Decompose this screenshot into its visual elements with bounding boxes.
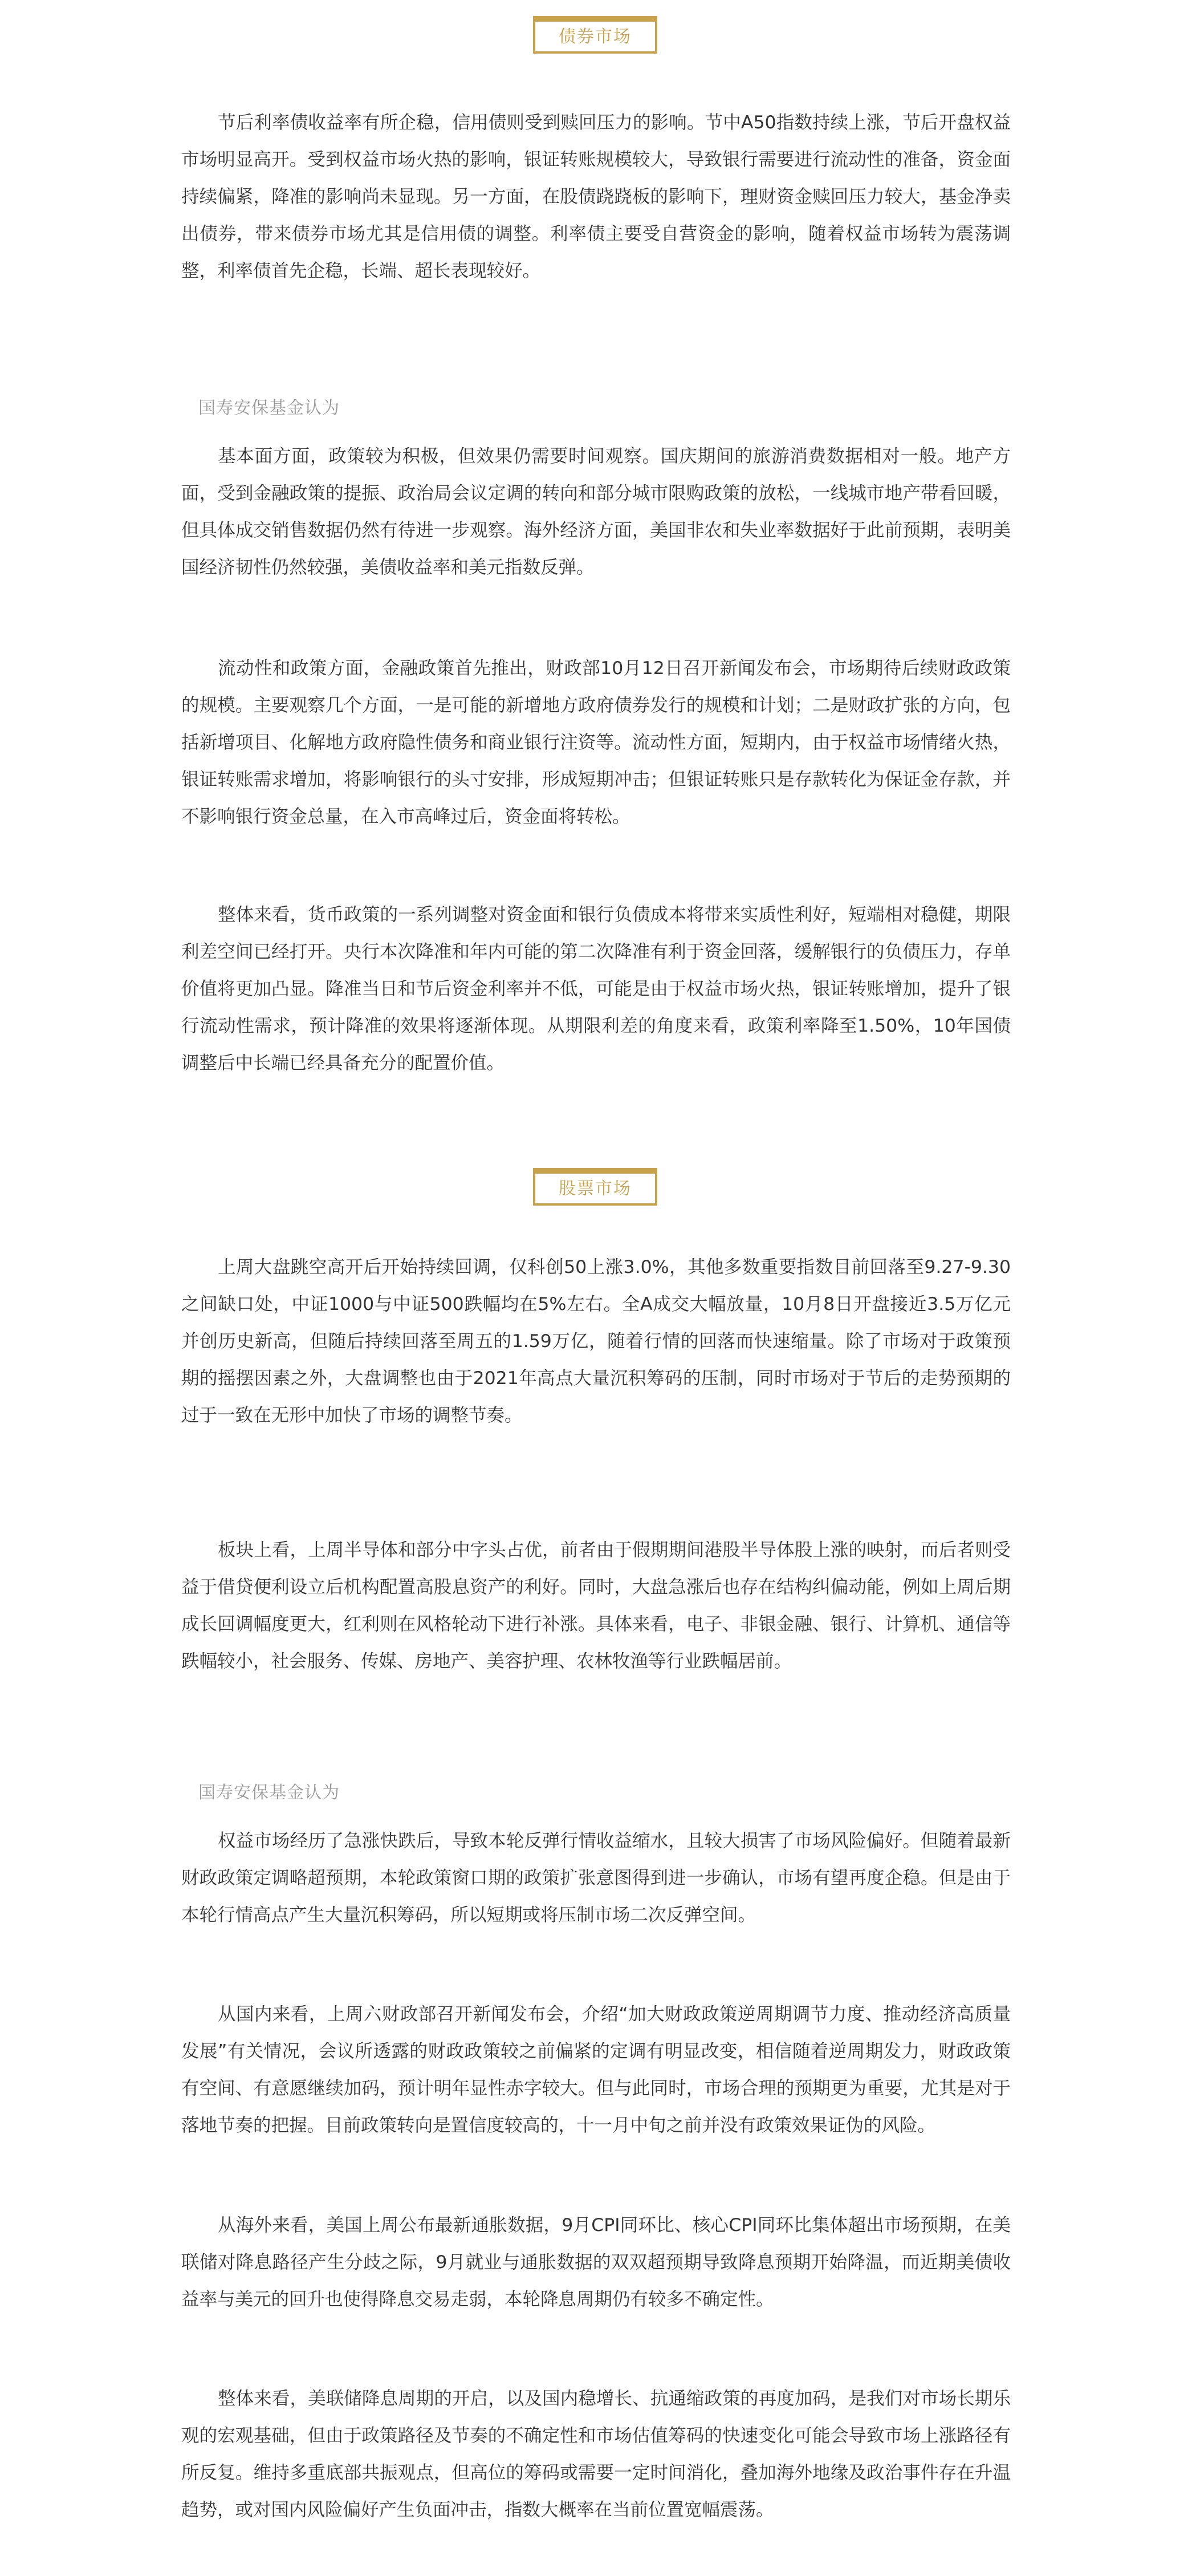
bond-view-subhead: 国寿安保基金认为 xyxy=(198,398,340,418)
stock-view-subhead: 国寿安保基金认为 xyxy=(198,1783,340,1803)
stock-sector-paragraph: 板块上看，上周半导体和部分中字头占优，前者由于假期期间港股半导体股上涨的映射，而后者则受益于借贷便利设立后机构配置高股息资产的利好。同时，大盘急涨后也存在结构纠偏动能，例如上周后期成长回调幅度更大，红利则在风格轮动下进行补涨。具体来看，电子、非银金融、银行、计算机、通信等跌幅较小，社会服务、传媒、房地产、美容护理、农林牧渔等行业跌幅居前。 xyxy=(181,1540,1011,1672)
badge-bar xyxy=(533,1168,657,1174)
stock-intro-paragraph: 上周大盘跳空高开后开始持续回调，仅科创50上涨3.0%，其他多数重要指数目前回落至9.27-9.30之间缺口处，中证1000与中证500跌幅均在5%左右。全A成交大幅放量，10月8日开盘接近3.5万亿元并创历史新高，但随后持续回落至周五的1.59万亿，随着行情的回落而快速缩量。除了市场对于政策预期的摇摆因素之外，大盘调整也由于2021年高点大量沉积筹码的压制，同时市场对于节后的走势预期的过于一致在无形中加快了市场的调整节奏。 xyxy=(181,1257,1011,1426)
bond-fundamentals-paragraph: 基本面方面，政策较为积极，但效果仍需要时间观察。国庆期间的旅游消费数据相对一般。地产方面，受到金融政策的提振、政治局会议定调的转向和部分城市限购政策的放松，一线城市地产带看回暖，但具体成交销售数据仍然有待进一步观察。海外经济方面，美国非农和失业率数据好于此前预期，表明美国经济韧性仍然较强，美债收益率和美元指数反弹。 xyxy=(181,446,1011,578)
section-title-bond: 债券市场 xyxy=(559,27,632,47)
bond-intro-paragraph: 节后利率债收益率有所企稳，信用债则受到赎回压力的影响。节中A50指数持续上涨，节后开盘权益市场明显高开。受到权益市场火热的影响，银证转账规模较大，导致银行需要进行流动性的准备，资金面持续偏紧，降准的影响尚未显现。另一方面，在股债跷跷板的影响下，理财资金赎回压力较大，基金净卖出债券，带来债券市场尤其是信用债的调整。利率债主要受自营资金的影响，随着权益市场转为震荡调整，利率债首先企稳，长端、超长表现较好。 xyxy=(181,112,1011,281)
bond-liquidity-paragraph: 流动性和政策方面，金融政策首先推出，财政部10月12日召开新闻发布会，市场期待后续财政政策的规模。主要观察几个方面，一是可能的新增地方政府债券发行的规模和计划；二是财政扩张的方向，包括新增项目、化解地方政府隐性债务和商业银行注资等。流动性方面，短期内，由于权益市场情绪火热，银证转账需求增加，将影响银行的头寸安排，形成短期冲击；但银证转账只是存款转化为保证金存款，并不影响银行资金总量，在入市高峰过后，资金面将转松。 xyxy=(181,658,1011,827)
stock-summary-paragraph: 整体来看，美联储降息周期的开启，以及国内稳增长、抗通缩政策的再度加码，是我们对市场长期乐观的宏观基础，但由于政策路径及节奏的不确定性和市场估值筹码的快速变化可能会导致市场上涨路径有所反复。维持多重底部共振观点，但高位的筹码或需要一定时间消化，叠加海外地缘及政治事件存在升温趋势，或对国内风险偏好产生负面冲击，指数大概率在当前位置宽幅震荡。 xyxy=(181,2388,1011,2520)
bond-summary-paragraph: 整体来看，货币政策的一系列调整对资金面和银行负债成本将带来实质性利好，短端相对稳健，期限利差空间已经打开。央行本次降准和年内可能的第二次降准有利于资金回落，缓解银行的负债压力，存单价值将更加凸显。降准当日和节后资金利率并不低，可能是由于权益市场火热，银证转账增加，提升了银行流动性需求，预计降准的效果将逐渐体现。从期限利差的角度来看，政策利率降至1.50%，10年国债调整后中长端已经具备充分的配置价值。 xyxy=(181,904,1011,1073)
section-badge-stock xyxy=(533,1168,657,1206)
section-title-stock: 股票市场 xyxy=(559,1179,632,1199)
badge-bar xyxy=(533,16,657,22)
stock-domestic-paragraph: 从国内来看，上周六财政部召开新闻发布会，介绍“加大财政政策逆周期调节力度、推动经济高质量发展”有关情况，会议所透露的财政政策较之前偏紧的定调有明显改变，相信随着逆周期发力，财政政策有空间、有意愿继续加码，预计明年显性赤字较大。但与此同时，市场合理的预期更为重要，尤其是对于落地节奏的把握。目前政策转向是置信度较高的，十一月中旬之前并没有政策效果证伪的风险。 xyxy=(181,2004,1011,2136)
section-badge-bond xyxy=(533,16,657,54)
stock-risk-paragraph: 权益市场经历了急涨快跌后，导致本轮反弹行情收益缩水，且较大损害了市场风险偏好。但随着最新财政政策定调略超预期，本轮政策窗口期的政策扩张意图得到进一步确认，市场有望再度企稳。但是由于本轮行情高点产生大量沉积筹码，所以短期或将压制市场二次反弹空间。 xyxy=(181,1831,1011,1925)
stock-overseas-paragraph: 从海外来看，美国上周公布最新通胀数据，9月CPI同环比、核心CPI同环比集体超出市场预期，在美联储对降息路径产生分歧之际，9月就业与通胀数据的双双超预期导致降息预期开始降温，而近期美债收益率与美元的回升也使得降息交易走弱，本轮降息周期仍有较多不确定性。 xyxy=(181,2215,1011,2310)
